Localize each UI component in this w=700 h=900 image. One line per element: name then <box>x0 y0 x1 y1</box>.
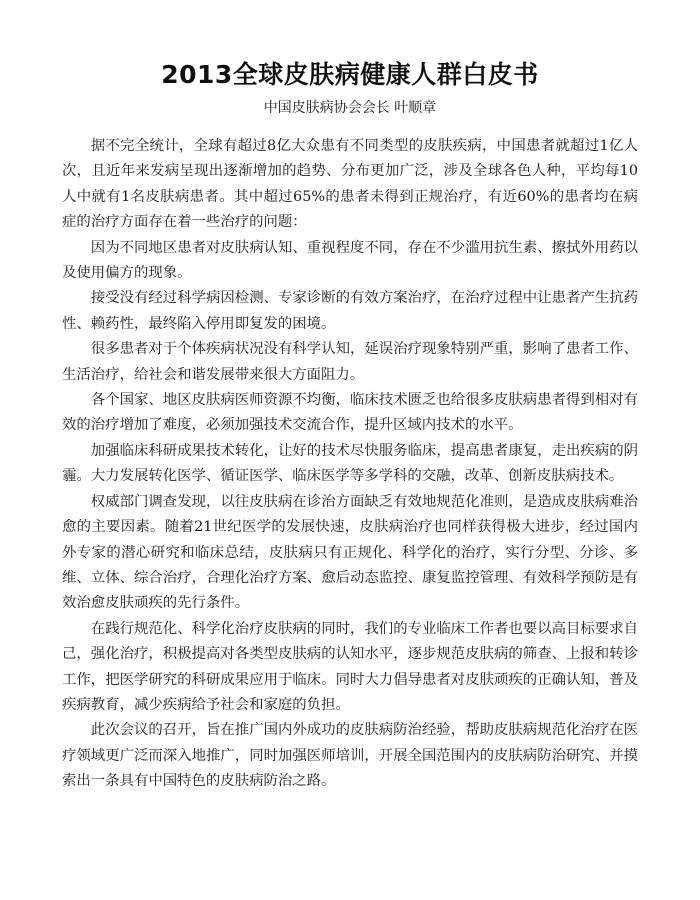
body-paragraph-1: 据不完全统计，全球有超过8亿大众患有不同类型的皮肤疾病，中国患者就超过1亿人次，且近年来发病呈现出逐渐增加的趋势、分布更加广泛，涉及全球各色人种，平均每10人中就有1名皮肤病患者。其中超过65%的患者未得到正规治疗，有近60%的患者均在病症的治疗方面存在着一些治疗的问题： <box>62 138 638 231</box>
body-paragraph-7: 权威部门调查发现，以往皮肤病在诊治方面缺乏有效地规范化准则，是造成皮肤病难治愈的主要因素。随着21世纪医学的发展快速，皮肤病治疗也同样获得极大进步，经过国内外专家的潜心研究和临床总结，皮肤病只有正规化、科学化的治疗，实行分型、分诊、多维、立体、综合治疗，合理化治疗方案、愈后动态监控、康复监控管理、有效科学预防是有效治愈皮肤顽疾的先行条件。 <box>62 493 638 612</box>
document-author: 中国皮肤病协会会长 叶顺章 <box>263 100 437 116</box>
body-paragraph-8: 在践行规范化、科学化治疗皮肤病的同时，我们的专业临床工作者也要以高目标要求自己，强化治疗，积极提高对各类型皮肤病的认知水平，逐步规范皮肤病的筛查、上报和转诊工作，把医学研究的科研成果应用于临床。同时大力倡导患者对皮肤顽疾的正确认知，普及疾病教育，减少疾病给予社会和家庭的负担。 <box>62 620 638 713</box>
body-paragraph-6: 加强临床科研成果技术转化，让好的技术尽快服务临床，提高患者康复，走出疾病的阴霾。大力发展转化医学、循证医学、临床医学等多学科的交融，改革、创新皮肤病技术。 <box>62 442 638 485</box>
document-title: 2013全球皮肤病健康人群白皮书 <box>161 60 539 89</box>
body-paragraph-5: 各个国家、地区皮肤病医师资源不均衡，临床技术匮乏也给很多皮肤病患者得到相对有效的治疗增加了难度，必须加强技术交流合作，提升区域内技术的水平。 <box>62 392 638 434</box>
body-paragraph-3: 接受没有经过科学病因检测、专家诊断的有效方案治疗，在治疗过程中让患者产生抗药性、赖药性，最终陷入停用即复发的困境。 <box>62 290 638 332</box>
body-paragraph-2: 因为不同地区患者对皮肤病认知、重视程度不同，存在不少滥用抗生素、擦拭外用药以及使用偏方的现象。 <box>62 239 638 282</box>
document-body <box>62 134 638 795</box>
body-paragraph-9: 此次会议的召开，旨在推广国内外成功的皮肤病防治经验，帮助皮肤病规范化治疗在医疗领域更广泛而深入地推广，同时加强医师培训，开展全国范围内的皮肤病防治研究、并摸索出一条具有中国特色的皮肤病防治之路。 <box>62 722 638 790</box>
body-paragraph-4: 很多患者对于个体疾病状况没有科学认知，延误治疗现象特别严重，影响了患者工作、生活治疗，给社会和谐发展带来很大方面阻力。 <box>62 341 638 383</box>
